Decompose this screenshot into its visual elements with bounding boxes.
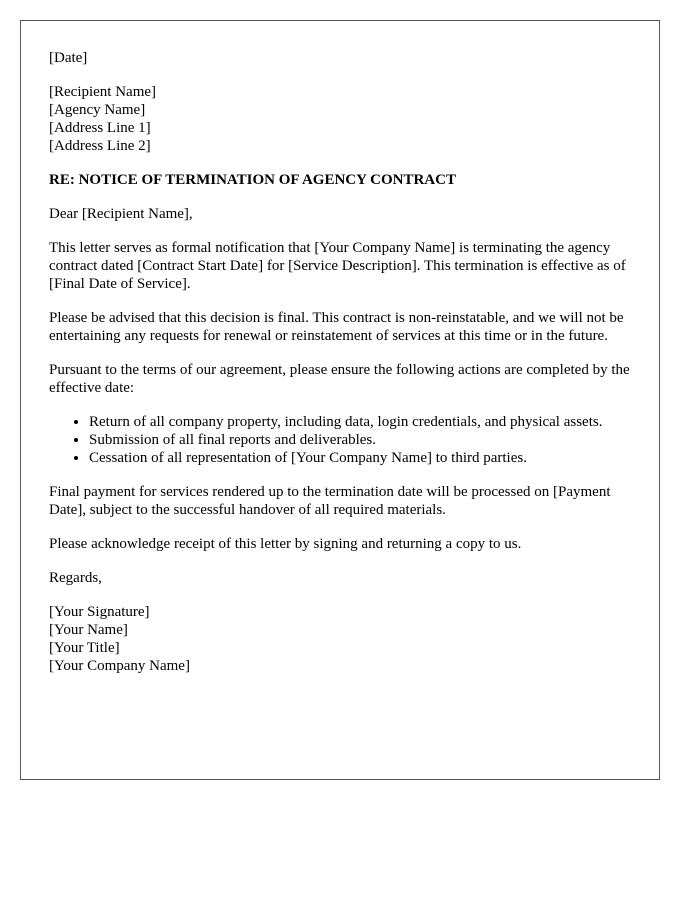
paragraph-notification: This letter serves as formal notification that [Your Company Name] is terminating the agency contract dated [Contract Start Date] for [Service Description]. This termination is effective as of [Final Date of Service]. xyxy=(49,240,626,292)
paragraph-acknowledge: Please acknowledge receipt of this letter by signing and returning a copy to us. xyxy=(49,536,522,552)
actions-list xyxy=(49,413,631,467)
letter-page xyxy=(20,20,660,780)
letter-date: [Date] xyxy=(49,50,88,66)
subject-line: RE: NOTICE OF TERMINATION OF AGENCY CONTRACT xyxy=(49,172,456,188)
agency-name: [Agency Name] xyxy=(49,102,146,118)
sender-name: [Your Name] xyxy=(49,622,128,638)
signature: [Your Signature] xyxy=(49,604,150,620)
list-item: • Submission of all final reports and deliverables. xyxy=(89,431,631,449)
paragraph-final-payment: Final payment for services rendered up to the termination date will be processed on [Payment Date], subject to the successful handover of all required materials. xyxy=(49,484,611,518)
list-item: • Return of all company property, including data, login credentials, and physical assets. xyxy=(89,413,631,431)
paragraph-actions-intro: Pursuant to the terms of our agreement, please ensure the following actions are completed by the effective date: xyxy=(49,362,630,396)
paragraph-final-decision: Please be advised that this decision is final. This contract is non-reinstatable, and we will not be entertaining any requests for renewal or reinstatement of services at this time or in the future. xyxy=(49,310,624,344)
list-item: • Cessation of all representation of [Your Company Name] to third parties. xyxy=(89,449,631,467)
recipient-name: [Recipient Name] xyxy=(49,84,157,100)
signature-block xyxy=(49,603,631,675)
address-line-2: [Address Line 2] xyxy=(49,138,151,154)
signoff: Regards, xyxy=(49,570,102,586)
sender-title: [Your Title] xyxy=(49,640,120,656)
salutation: Dear [Recipient Name], xyxy=(49,206,193,222)
recipient-address xyxy=(49,83,631,155)
sender-company: [Your Company Name] xyxy=(49,658,190,674)
address-line-1: [Address Line 1] xyxy=(49,120,151,136)
